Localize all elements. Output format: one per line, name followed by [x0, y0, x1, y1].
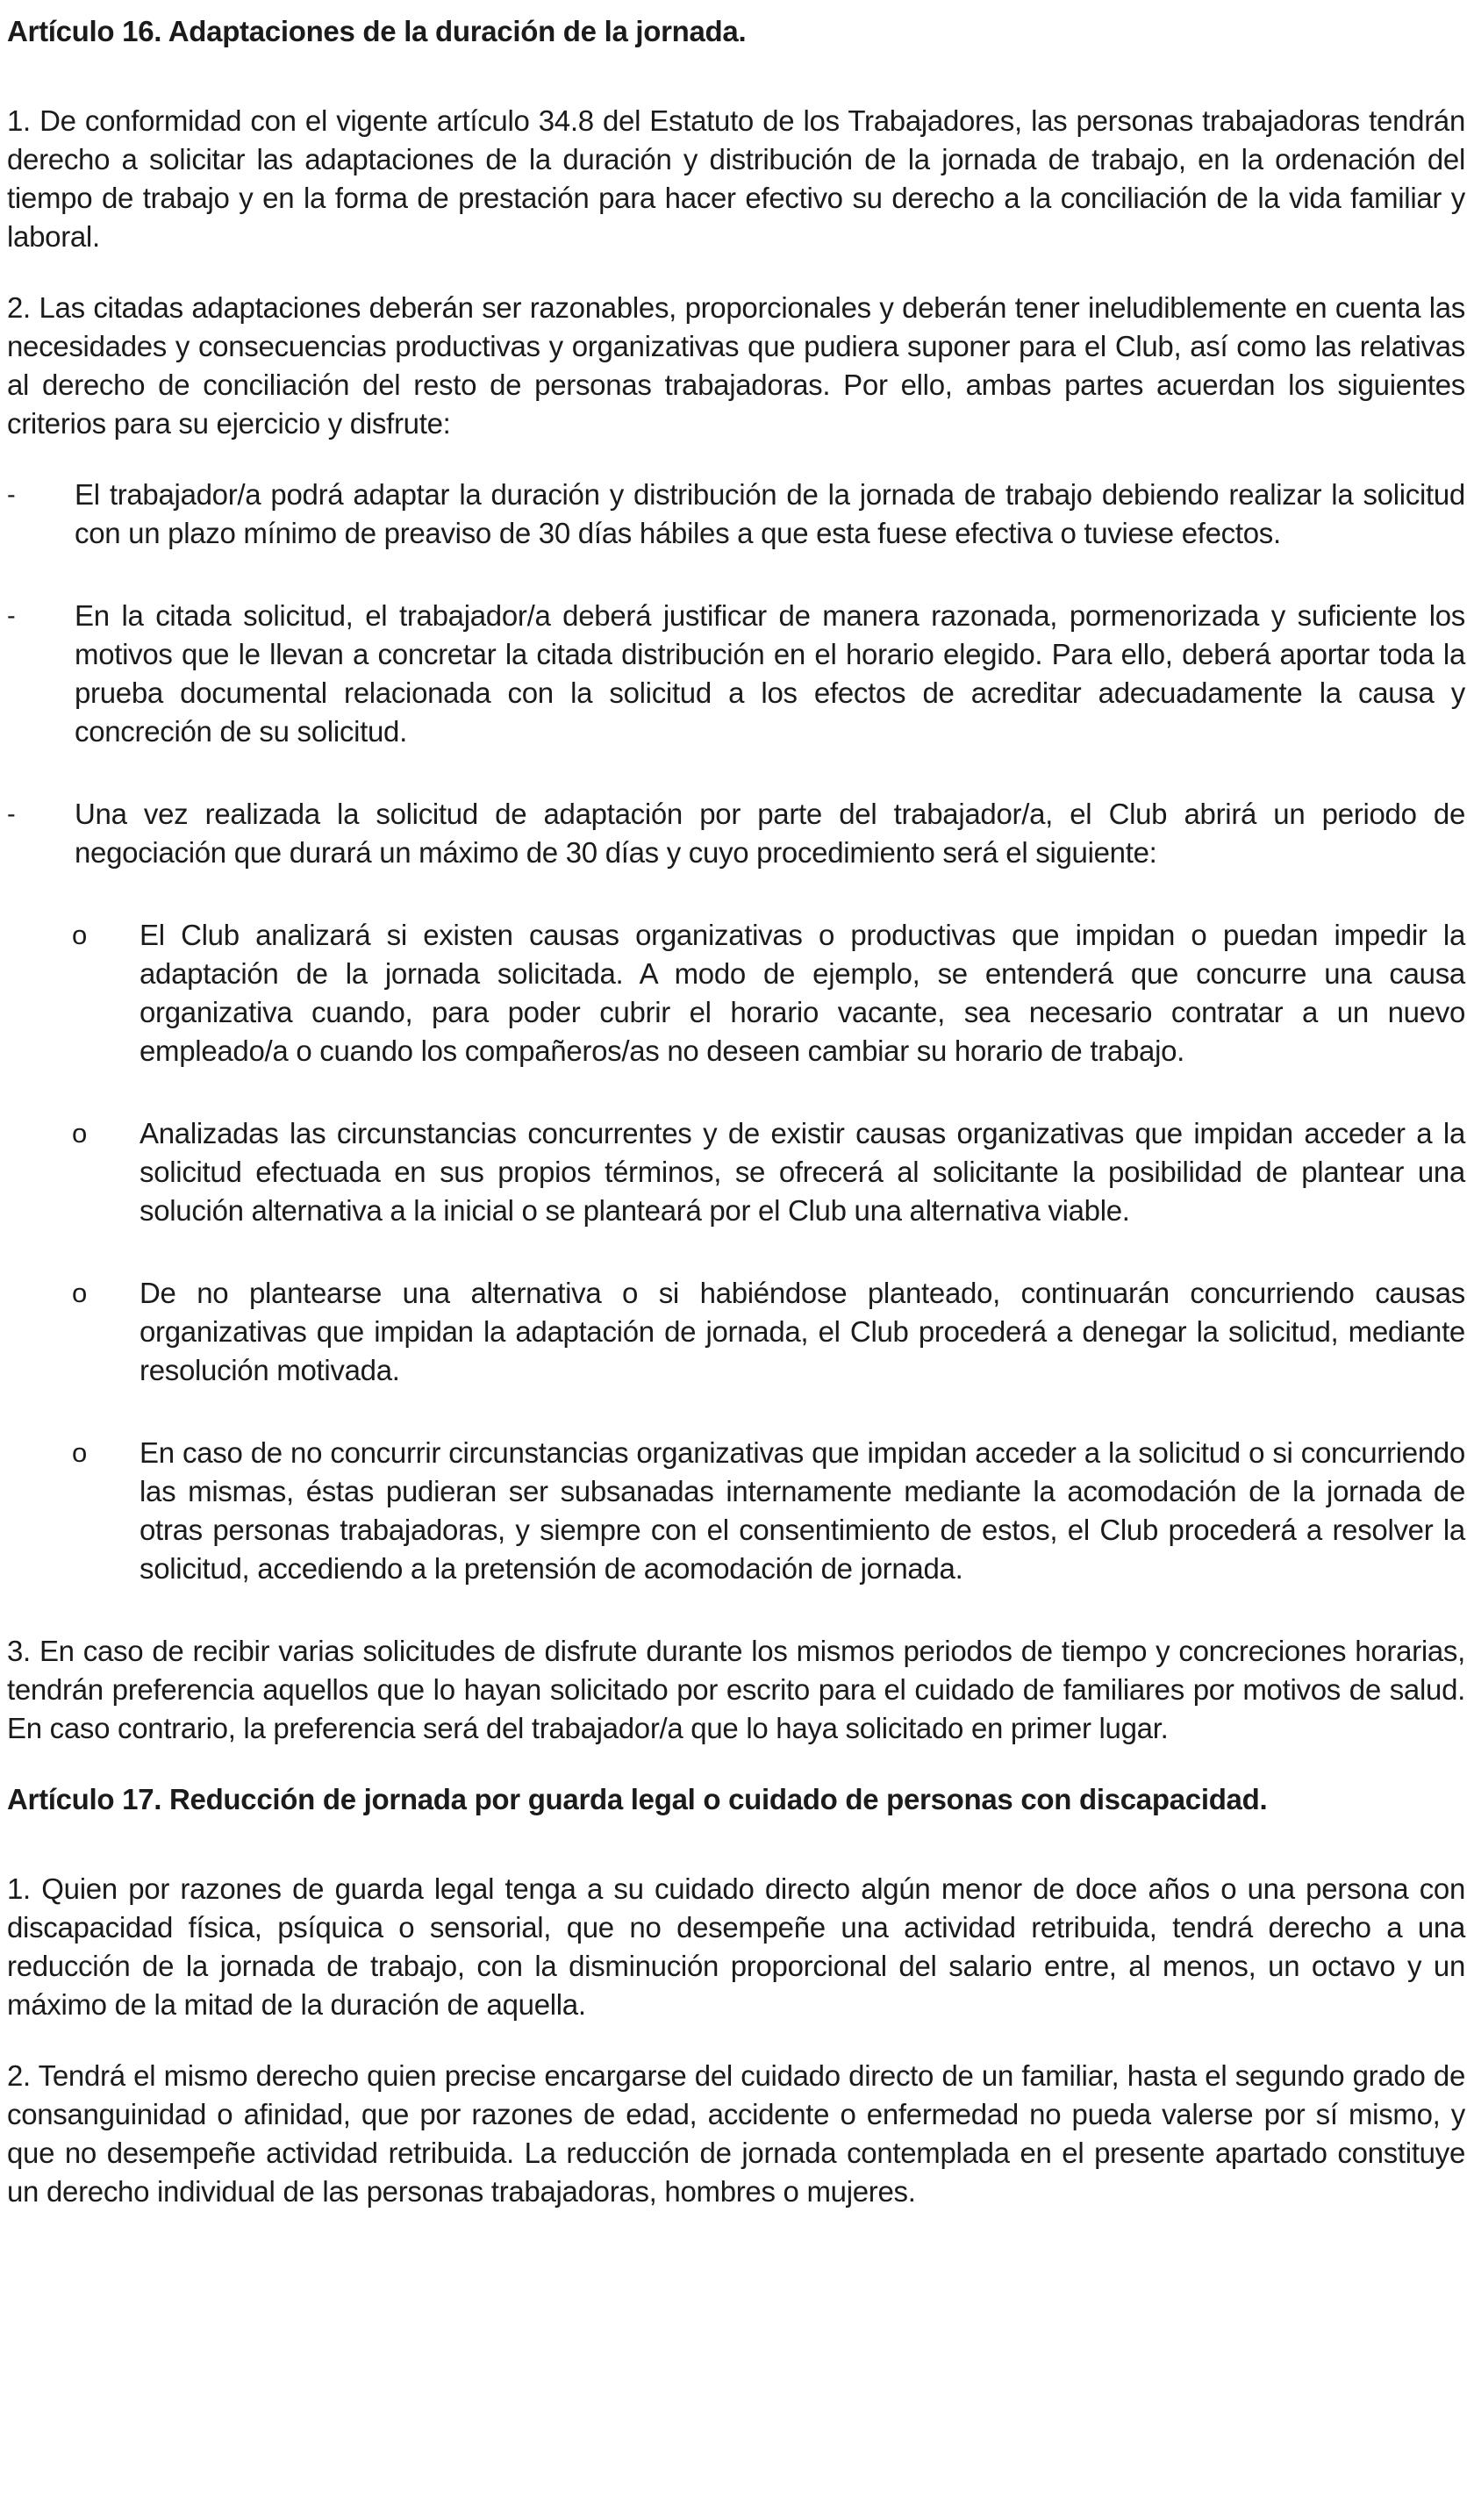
- article-17-paragraph-1: 1. Quien por razones de guarda legal tenga a su cuidado directo algún menor de doce años o una persona con discapacidad física, psíquica o sensorial, que no desempeñe una actividad retribuida, tendrá derecho a una reducción de la jornada de trabajo, con la disminución proporcional del salario entre, al menos, un octavo y un máximo de la mitad de la duración de aquella.: [7, 1872, 1465, 2021]
- circle-list-item-2: [72, 1114, 1465, 1230]
- dash-bullet-icon: -: [7, 800, 16, 828]
- dash-list-item-2-text: En la citada solicitud, el trabajador/a deberá justificar de manera razonada, pormenorizada y suficiente los motivos que le llevan a concretar la citada distribución en el horario elegido. Para ello, deberá aportar toda la prueba documental relacionada con la solicitud a los efectos de acreditar adecuadamente la causa y concreción de su solicitud.: [75, 599, 1465, 748]
- circle-bullet-icon: o: [72, 1278, 87, 1308]
- article-16-paragraph-2: 2. Las citadas adaptaciones deberán ser razonables, proporcionales y deberán tener ineludiblemente en cuenta las necesidades y consecuencias productivas y organizativas que pudiera suponer para el Club, así como las relativas al derecho de conciliación del resto de personas trabajadoras. Por ello, ambas partes acuerdan los siguientes criterios para su ejercicio y disfrute:: [7, 291, 1465, 440]
- circle-list-item-3: [72, 1274, 1465, 1390]
- dash-list-item-3: [7, 795, 1465, 872]
- dash-bullet-icon: -: [7, 481, 16, 509]
- article-16-paragraph-1: 1. De conformidad con el vigente artículo 34.8 del Estatuto de los Trabajadores, las personas trabajadoras tendrán derecho a solicitar las adaptaciones de la duración y distribución de la jornada de trabajo, en la ordenación del tiempo de trabajo y en la forma de prestación para hacer efectivo su derecho a la conciliación de la vida familiar y laboral.: [7, 104, 1465, 253]
- dash-list-item-2: [7, 597, 1465, 751]
- circle-bullet-icon: o: [72, 1118, 87, 1149]
- circle-list-item-4-text: En caso de no concurrir circunstancias organizativas que impidan acceder a la solicitud o si concurriendo las mismas, éstas pudieran ser subsanadas internamente mediante la acomodación de la jornada de otras personas trabajadoras, y siempre con el consentimiento de estos, el Club procederá a resolver la solicitud, accediendo a la pretensión de acomodación de jornada.: [140, 1436, 1465, 1585]
- circle-list-item-1-text: El Club analizará si existen causas organizativas o productivas que impidan o puedan impedir la adaptación de la jornada solicitada. A modo de ejemplo, se entenderá que concurre una causa organizativa cuando, para poder cubrir el horario vacante, sea necesario contratar a un nuevo empleado/a o cuando los compañeros/as no deseen cambiar su horario de trabajo.: [140, 919, 1465, 1067]
- circle-list-item-3-text: De no plantearse una alternativa o si habiéndose planteado, continuarán concurriendo causas organizativas que impidan la adaptación de jornada, el Club procederá a denegar la solicitud, mediante resolución motivada.: [140, 1277, 1465, 1386]
- dash-list-item-1: [7, 476, 1465, 553]
- circle-bullet-icon: o: [72, 1437, 87, 1468]
- article-17-heading: Artículo 17. Reducción de jornada por guarda legal o cuidado de personas con discapacidad.: [7, 1783, 1268, 1815]
- circle-list-item-1: [72, 916, 1465, 1070]
- dash-list-item-3-text: Una vez realizada la solicitud de adaptación por parte del trabajador/a, el Club abrirá un periodo de negociación que durará un máximo de 30 días y cuyo procedimiento será el siguiente:: [75, 798, 1465, 869]
- article-16-paragraph-3: 3. En caso de recibir varias solicitudes de disfrute durante los mismos periodos de tiempo y concreciones horarias, tendrán preferencia aquellos que lo hayan solicitado por escrito para el cuidado de familiares por motivos de salud. En caso contrario, la preferencia será del trabajador/a que lo haya solicitado en primer lugar.: [7, 1635, 1465, 1744]
- dash-list-item-1-text: El trabajador/a podrá adaptar la duración y distribución de la jornada de trabajo debiendo realizar la solicitud con un plazo mínimo de preaviso de 30 días hábiles a que esta fuese efectiva o tuviese efectos.: [75, 478, 1465, 549]
- dash-bullet-icon: -: [7, 602, 16, 630]
- circle-list-item-2-text: Analizadas las circunstancias concurrentes y de existir causas organizativas que impidan acceder a la solicitud efectuada en sus propios términos, se ofrecerá al solicitante la posibilidad de plantear una solución alternativa a la inicial o se planteará por el Club una alternativa viable.: [140, 1117, 1465, 1227]
- article-16-heading: Artículo 16. Adaptaciones de la duración de la jornada.: [7, 15, 747, 47]
- article-17-paragraph-2: 2. Tendrá el mismo derecho quien precise encargarse del cuidado directo de un familiar, hasta el segundo grado de consanguinidad o afinidad, que por razones de edad, accidente o enfermedad no pueda valerse por sí mismo, y que no desempeñe actividad retribuida. La reducción de jornada contemplada en el presente apartado constituye un derecho individual de las personas trabajadoras, hombres o mujeres.: [7, 2059, 1465, 2208]
- circle-bullet-icon: o: [72, 920, 87, 950]
- circle-list-item-4: [72, 1434, 1465, 1588]
